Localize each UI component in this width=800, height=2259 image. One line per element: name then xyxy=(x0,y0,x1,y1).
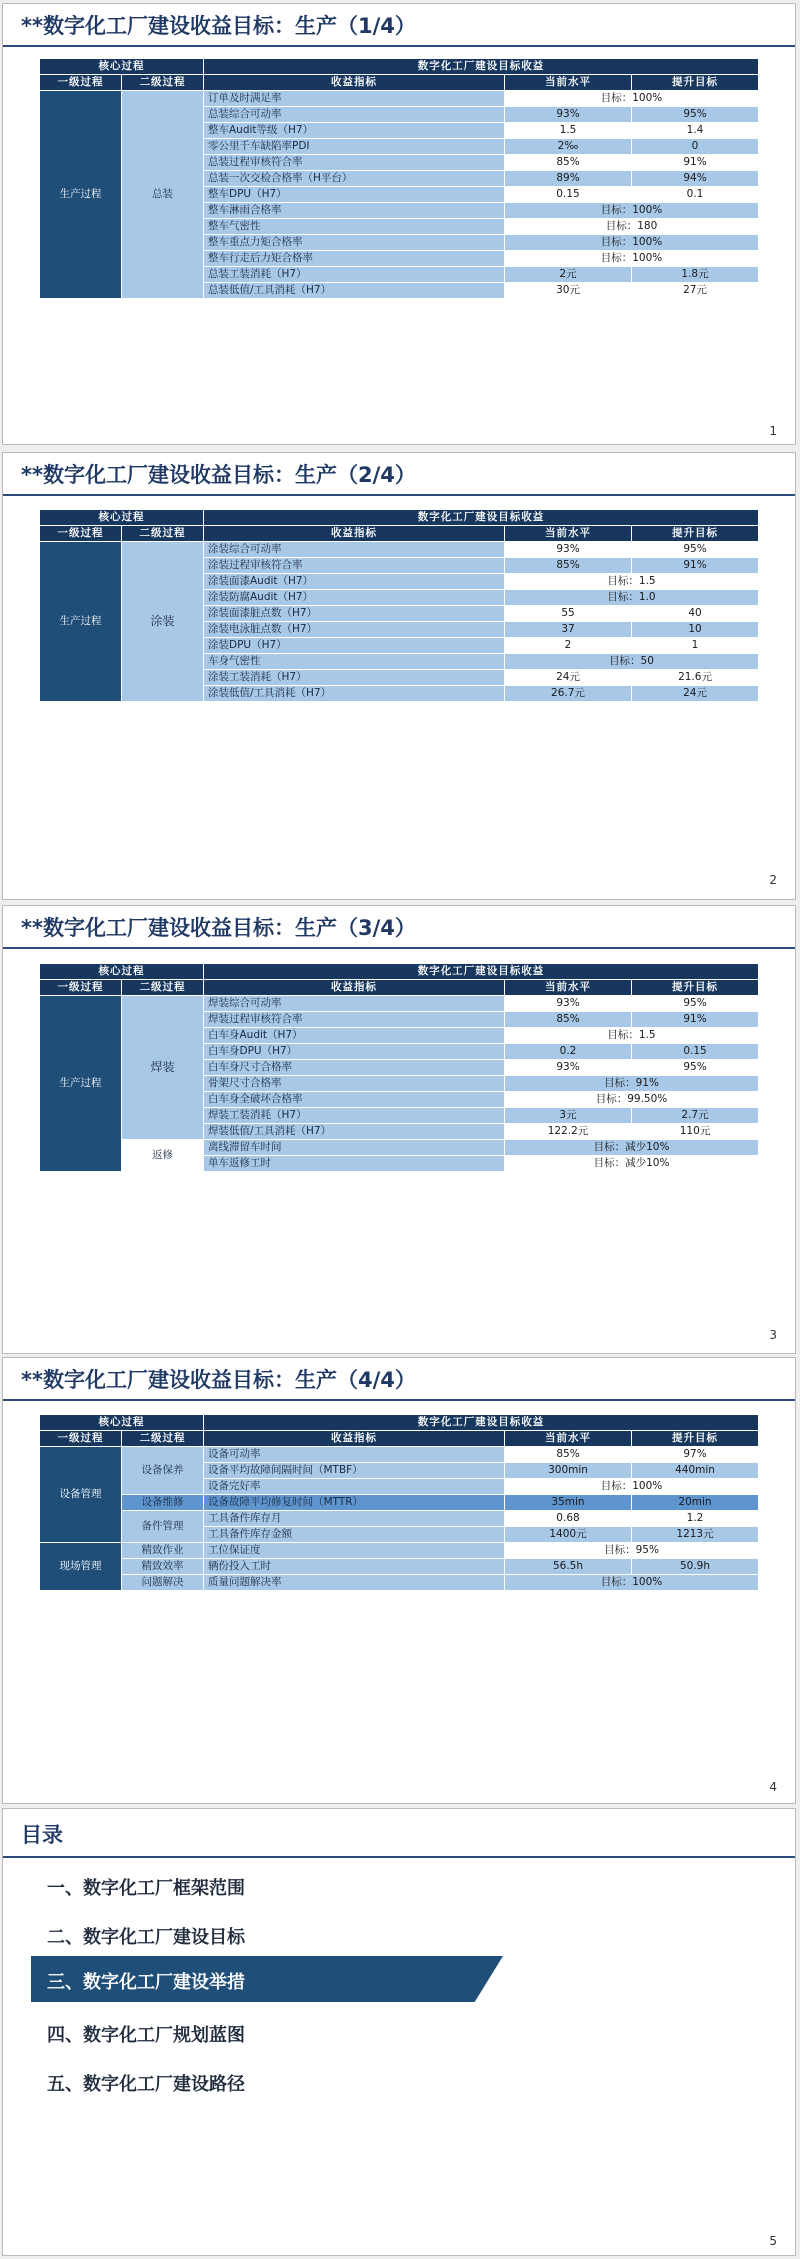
current-cell: 300min xyxy=(505,1463,631,1478)
target-table xyxy=(39,963,759,1172)
target-cell: 10 xyxy=(632,622,758,637)
l1-cell: 生产过程 xyxy=(40,996,121,1171)
table-row xyxy=(40,1511,758,1526)
title-divider xyxy=(3,1399,795,1401)
target-cell: 0.15 xyxy=(632,1044,758,1059)
merged-target-cell: 目标：100% xyxy=(505,91,758,106)
page-number: 2 xyxy=(769,873,777,887)
title-divider xyxy=(3,1856,795,1858)
target-cell: 1 xyxy=(632,638,758,653)
header-metric: 收益指标 xyxy=(204,980,504,995)
metric-cell: 总装一次交检合格率（H平台） xyxy=(204,171,504,186)
target-cell: 1213元 xyxy=(632,1527,758,1542)
l1-cell: 生产过程 xyxy=(40,542,121,701)
header-metric: 收益指标 xyxy=(204,526,504,541)
slide-title: **数字化工厂建设收益目标：生产（4/4） xyxy=(21,1368,416,1392)
target-cell: 91% xyxy=(632,1012,758,1027)
metric-cell: 总装低值/工具消耗（H7） xyxy=(204,283,504,298)
page-number: 4 xyxy=(769,1780,777,1794)
merged-target-cell: 目标：100% xyxy=(505,1479,758,1494)
slide-title: **数字化工厂建设收益目标：生产（1/4） xyxy=(21,14,416,38)
table-row xyxy=(40,542,758,557)
target-cell: 27元 xyxy=(632,283,758,298)
merged-target-cell: 目标：50 xyxy=(505,654,758,669)
target-cell: 1.8元 xyxy=(632,267,758,282)
metric-cell: 白车身尺寸合格率 xyxy=(204,1060,504,1075)
current-cell: 85% xyxy=(505,1447,631,1462)
title-divider xyxy=(3,494,795,496)
target-cell: 97% xyxy=(632,1447,758,1462)
current-cell: 56.5h xyxy=(505,1559,631,1574)
table-row xyxy=(40,1543,758,1558)
l1-cell: 现场管理 xyxy=(40,1543,121,1590)
merged-target-cell: 目标：99.50% xyxy=(505,1092,758,1107)
l2-cell: 精致效率 xyxy=(122,1559,203,1574)
current-cell: 26.7元 xyxy=(505,686,631,701)
l2-cell: 设备维修 xyxy=(122,1495,203,1510)
merged-target-cell: 目标：100% xyxy=(505,203,758,218)
header-core: 核心过程 xyxy=(40,964,203,979)
merged-target-cell: 目标：减少10% xyxy=(505,1156,758,1171)
header-target: 提升目标 xyxy=(632,980,758,995)
metric-cell: 工位保证度 xyxy=(204,1543,504,1558)
current-cell: 2 xyxy=(505,638,631,653)
target-table xyxy=(39,1414,759,1591)
target-cell: 110元 xyxy=(632,1124,758,1139)
header-metric: 收益指标 xyxy=(204,75,504,90)
l2-cell: 涂装 xyxy=(122,542,203,701)
target-cell: 1.4 xyxy=(632,123,758,138)
metric-cell: 白车身Audit（H7） xyxy=(204,1028,504,1043)
page-number: 3 xyxy=(769,1328,777,1342)
metric-cell: 焊装综合可动率 xyxy=(204,996,504,1011)
metric-cell: 焊装过程审核符合率 xyxy=(204,1012,504,1027)
metric-cell: 涂装面漆脏点数（H7） xyxy=(204,606,504,621)
metric-cell: 整车重点力矩合格率 xyxy=(204,235,504,250)
merged-target-cell: 目标：1.5 xyxy=(505,1028,758,1043)
current-cell: 55 xyxy=(505,606,631,621)
metric-cell: 涂装DPU（H7） xyxy=(204,638,504,653)
current-cell: 1.5 xyxy=(505,123,631,138)
metric-cell: 总装工装消耗（H7） xyxy=(204,267,504,282)
target-cell: 95% xyxy=(632,107,758,122)
slide-1 xyxy=(2,3,796,445)
header-core: 核心过程 xyxy=(40,1415,203,1430)
header-target-group: 数字化工厂建设目标收益 xyxy=(204,59,758,74)
current-cell: 1400元 xyxy=(505,1527,631,1542)
merged-target-cell: 目标：100% xyxy=(505,251,758,266)
l1-cell: 设备管理 xyxy=(40,1447,121,1542)
page-number: 1 xyxy=(769,424,777,438)
current-cell: 3元 xyxy=(505,1108,631,1123)
table-header-row xyxy=(40,1431,758,1446)
table-header-row xyxy=(40,964,758,979)
metric-cell: 车身气密性 xyxy=(204,654,504,669)
slide-2 xyxy=(2,452,796,900)
target-cell: 0 xyxy=(632,139,758,154)
table-row xyxy=(40,1447,758,1462)
target-cell: 94% xyxy=(632,171,758,186)
metric-cell: 涂装低值/工具消耗（H7） xyxy=(204,686,504,701)
current-cell: 0.68 xyxy=(505,1511,631,1526)
table-header-row xyxy=(40,59,758,74)
merged-target-cell: 目标：100% xyxy=(505,1575,758,1590)
current-cell: 122.2元 xyxy=(505,1124,631,1139)
toc-item-1[interactable]: 一、数字化工厂框架范围 xyxy=(47,1878,245,1899)
metric-cell: 焊装低值/工具消耗（H7） xyxy=(204,1124,504,1139)
target-table xyxy=(39,509,759,702)
header-current: 当前水平 xyxy=(505,75,631,90)
target-cell: 0.1 xyxy=(632,187,758,202)
table-row xyxy=(40,1140,758,1155)
header-core: 核心过程 xyxy=(40,59,203,74)
current-cell: 35min xyxy=(505,1495,631,1510)
metric-cell: 设备可动率 xyxy=(204,1447,504,1462)
merged-target-cell: 目标：1.0 xyxy=(505,590,758,605)
metric-cell: 涂装电泳脏点数（H7） xyxy=(204,622,504,637)
metric-cell: 涂装面漆Audit（H7） xyxy=(204,574,504,589)
metric-cell: 设备平均故障间隔时间（MTBF） xyxy=(204,1463,504,1478)
table-header-row xyxy=(40,1415,758,1430)
metric-cell: 骨架尺寸合格率 xyxy=(204,1076,504,1091)
table-row xyxy=(40,1495,758,1510)
current-cell: 93% xyxy=(505,542,631,557)
title-divider xyxy=(3,947,795,949)
merged-target-cell: 目标：91% xyxy=(505,1076,758,1091)
table-header-row xyxy=(40,75,758,90)
header-target-group: 数字化工厂建设目标收益 xyxy=(204,964,758,979)
merged-target-cell: 目标：180 xyxy=(505,219,758,234)
header-target: 提升目标 xyxy=(632,1431,758,1446)
header-core: 核心过程 xyxy=(40,510,203,525)
target-cell: 50.9h xyxy=(632,1559,758,1574)
header-l2: 二级过程 xyxy=(122,75,203,90)
header-current: 当前水平 xyxy=(505,526,631,541)
current-cell: 93% xyxy=(505,1060,631,1075)
l2-cell: 焊装 xyxy=(122,996,203,1139)
metric-cell: 涂装防腐Audit（H7） xyxy=(204,590,504,605)
current-cell: 24元 xyxy=(505,670,631,685)
metric-cell: 设备完好率 xyxy=(204,1479,504,1494)
table-row xyxy=(40,1575,758,1590)
current-cell: 89% xyxy=(505,171,631,186)
target-cell: 40 xyxy=(632,606,758,621)
header-l1: 一级过程 xyxy=(40,980,121,995)
metric-cell: 涂装过程审核符合率 xyxy=(204,558,504,573)
metric-cell: 白车身全破坏合格率 xyxy=(204,1092,504,1107)
metric-cell: 整车行走后力矩合格率 xyxy=(204,251,504,266)
target-cell: 21.6元 xyxy=(632,670,758,685)
current-cell: 85% xyxy=(505,155,631,170)
l1-cell: 生产过程 xyxy=(40,91,121,298)
header-l2: 二级过程 xyxy=(122,526,203,541)
target-cell: 2.7元 xyxy=(632,1108,758,1123)
metric-cell: 工具备件库存月 xyxy=(204,1511,504,1526)
current-cell: 2‰ xyxy=(505,139,631,154)
target-cell: 20min xyxy=(632,1495,758,1510)
target-cell: 1.2 xyxy=(632,1511,758,1526)
target-table xyxy=(39,58,759,299)
metric-cell: 订单及时满足率 xyxy=(204,91,504,106)
header-target: 提升目标 xyxy=(632,75,758,90)
metric-cell: 焊装工装消耗（H7） xyxy=(204,1108,504,1123)
target-cell: 91% xyxy=(632,558,758,573)
l2-cell: 返修 xyxy=(122,1140,203,1171)
metric-cell: 单车返修工时 xyxy=(204,1156,504,1171)
metric-cell: 质量问题解决率 xyxy=(204,1575,504,1590)
target-cell: 24元 xyxy=(632,686,758,701)
metric-cell: 工具备件库存金额 xyxy=(204,1527,504,1542)
page-number: 5 xyxy=(769,2234,777,2248)
toc-item-5[interactable]: 五、数字化工厂建设路径 xyxy=(47,2074,245,2095)
merged-target-cell: 目标：100% xyxy=(505,235,758,250)
header-metric: 收益指标 xyxy=(204,1431,504,1446)
slide-3 xyxy=(2,905,796,1354)
slide-4 xyxy=(2,1357,796,1804)
metric-cell: 整车Audit等级（H7） xyxy=(204,123,504,138)
target-cell: 440min xyxy=(632,1463,758,1478)
l2-cell: 设备保养 xyxy=(122,1447,203,1494)
current-cell: 30元 xyxy=(505,283,631,298)
target-cell: 91% xyxy=(632,155,758,170)
metric-cell: 总装过程审核符合率 xyxy=(204,155,504,170)
table-row xyxy=(40,1559,758,1574)
target-cell: 95% xyxy=(632,542,758,557)
title-divider xyxy=(3,45,795,47)
slide-title: **数字化工厂建设收益目标：生产（2/4） xyxy=(21,463,416,487)
toc-title: 目录 xyxy=(21,1823,63,1847)
metric-cell: 整车淋雨合格率 xyxy=(204,203,504,218)
current-cell: 85% xyxy=(505,1012,631,1027)
current-cell: 0.15 xyxy=(505,187,631,202)
current-cell: 93% xyxy=(505,996,631,1011)
l2-cell: 问题解决 xyxy=(122,1575,203,1590)
toc-item-2[interactable]: 二、数字化工厂建设目标 xyxy=(47,1927,245,1948)
current-cell: 2元 xyxy=(505,267,631,282)
current-cell: 93% xyxy=(505,107,631,122)
toc-item-4[interactable]: 四、数字化工厂规划蓝图 xyxy=(47,2025,245,2046)
metric-cell: 涂装工装消耗（H7） xyxy=(204,670,504,685)
header-l1: 一级过程 xyxy=(40,526,121,541)
header-l1: 一级过程 xyxy=(40,1431,121,1446)
l2-cell: 精致作业 xyxy=(122,1543,203,1558)
header-l2: 二级过程 xyxy=(122,980,203,995)
current-cell: 0.2 xyxy=(505,1044,631,1059)
header-current: 当前水平 xyxy=(505,1431,631,1446)
toc-item-3[interactable]: 三、数字化工厂建设举措 xyxy=(47,1972,245,1993)
header-l1: 一级过程 xyxy=(40,75,121,90)
metric-cell: 整车DPU（H7） xyxy=(204,187,504,202)
metric-cell: 离线滞留车时间 xyxy=(204,1140,504,1155)
header-l2: 二级过程 xyxy=(122,1431,203,1446)
target-cell: 95% xyxy=(632,1060,758,1075)
table-header-row xyxy=(40,526,758,541)
current-cell: 85% xyxy=(505,558,631,573)
metric-cell: 白车身DPU（H7） xyxy=(204,1044,504,1059)
table-header-row xyxy=(40,980,758,995)
target-cell: 95% xyxy=(632,996,758,1011)
metric-cell: 总装综合可动率 xyxy=(204,107,504,122)
metric-cell: 零公里千车缺陷率PDI xyxy=(204,139,504,154)
table-header-row xyxy=(40,510,758,525)
metric-cell: 辆份投入工时 xyxy=(204,1559,504,1574)
merged-target-cell: 目标：95% xyxy=(505,1543,758,1558)
current-cell: 37 xyxy=(505,622,631,637)
l2-cell: 备件管理 xyxy=(122,1511,203,1542)
header-current: 当前水平 xyxy=(505,980,631,995)
table-row xyxy=(40,91,758,106)
l2-cell: 总装 xyxy=(122,91,203,298)
slide-5-toc xyxy=(2,1808,796,2256)
metric-cell: 整车气密性 xyxy=(204,219,504,234)
header-target-group: 数字化工厂建设目标收益 xyxy=(204,510,758,525)
header-target: 提升目标 xyxy=(632,526,758,541)
merged-target-cell: 目标：减少10% xyxy=(505,1140,758,1155)
table-row xyxy=(40,996,758,1011)
metric-cell: 涂装综合可动率 xyxy=(204,542,504,557)
header-target-group: 数字化工厂建设目标收益 xyxy=(204,1415,758,1430)
merged-target-cell: 目标：1.5 xyxy=(505,574,758,589)
metric-cell: 设备故障平均修复时间（MTTR） xyxy=(204,1495,504,1510)
slide-title: **数字化工厂建设收益目标：生产（3/4） xyxy=(21,916,416,940)
